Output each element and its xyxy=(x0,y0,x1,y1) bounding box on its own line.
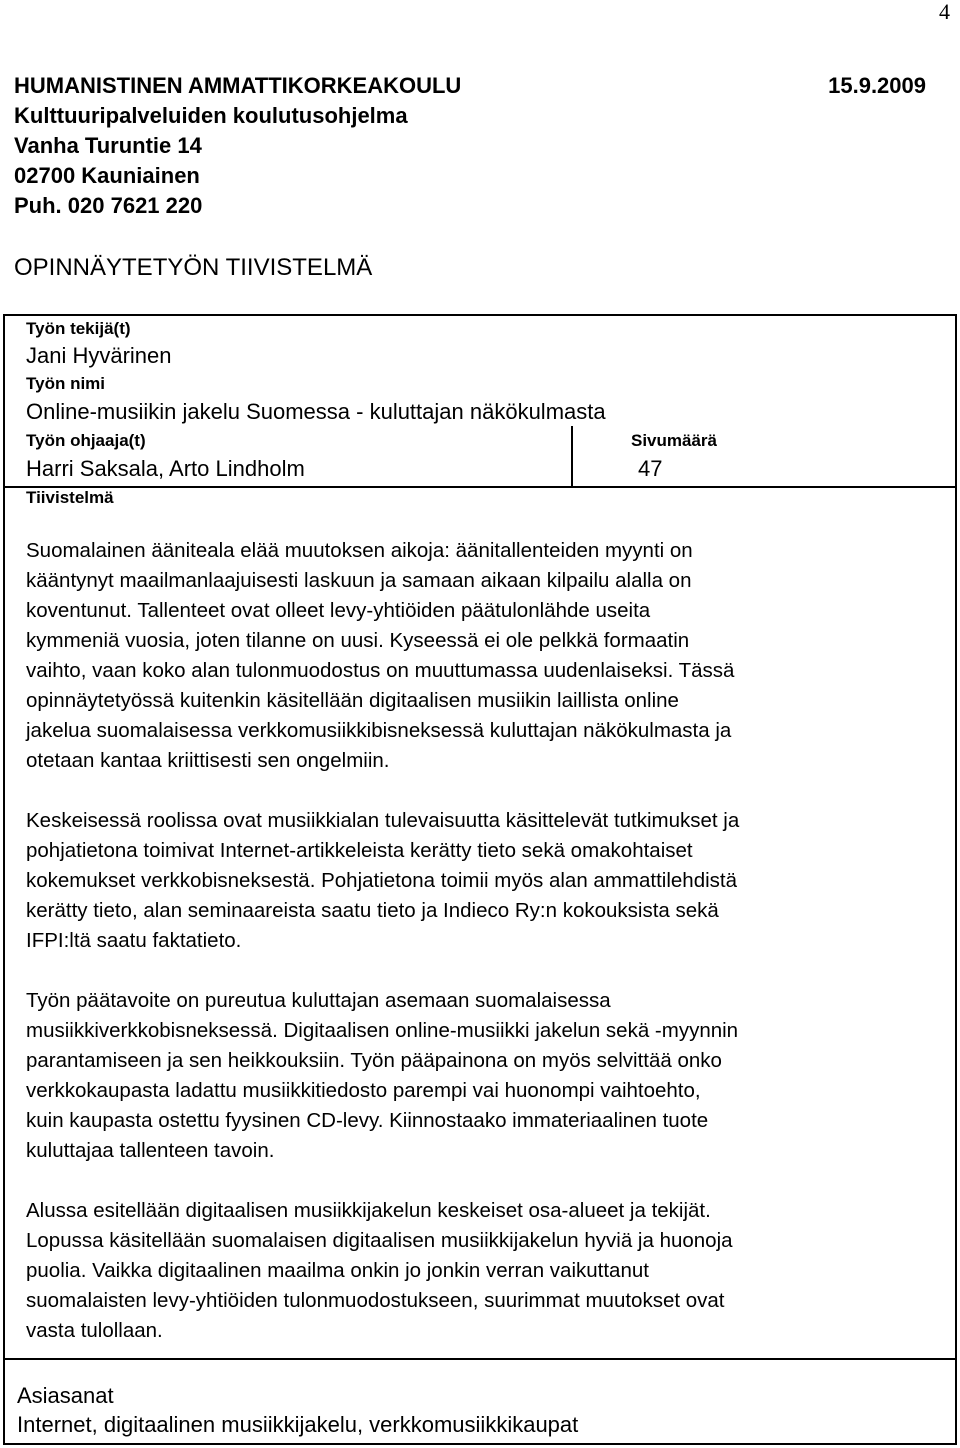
abstract-form xyxy=(3,314,957,1445)
program-name: Kulttuuripalveluiden koulutusohjelma xyxy=(14,103,408,128)
supervisor-label: Työn ohjaaja(t) xyxy=(26,431,146,450)
page-number: 4 xyxy=(939,0,950,24)
abstract-section xyxy=(5,488,955,1360)
phone-number: Puh. 020 7621 220 xyxy=(14,193,203,218)
author-value: Jani Hyvärinen xyxy=(26,343,172,368)
keywords-label: Asiasanat xyxy=(17,1383,114,1408)
supervisor-cell xyxy=(5,426,573,486)
document-header xyxy=(14,71,926,221)
author-label: Työn tekijä(t) xyxy=(26,319,131,338)
pages-label: Sivumäärä xyxy=(631,431,717,450)
institution-name: HUMANISTINEN AMMATTIKORKEAKOULU xyxy=(14,73,462,98)
keywords-value: Internet, digitaalinen musiikkijakelu, verkkomusiikkikaupat xyxy=(17,1412,579,1437)
abstract-body xyxy=(26,536,946,1376)
author-and-title-section xyxy=(5,316,955,426)
abstract-paragraph-1: Suomalainen ääniteala elää muutoksen aikoja: äänitallenteiden myynti on kääntynyt maailmanlaajuisesti laskuun ja samaan aikaan kilpailu alalla on koventunut. Tallenteet ovat olleet levy-yhtiöiden päätulonlähde useita kymmeniä vuosia, joten tilanne on uusi. Kyseessä ei ole pelkkä formaatin vaihto, vaan koko alan tulonmuodostus on muuttumassa uudenlaiseksi. Tässä opinnäytetyössä kuitenkin käsitellään digitaalisen musiikin laillista online jakelua suomalaisessa verkkomusiikkibisneksessä kuluttajan näkökulmasta ja otetaan kantaa kriittisesti sen ongelmiin. xyxy=(26,539,735,772)
keywords-section xyxy=(5,1360,955,1443)
abstract-paragraph-3: Työn päätavoite on pureutua kuluttajan asemaan suomalaisessa musiikkiverkkobisneksessä. Digitaalisen online-musiikki jakelun sekä -myynnin parantamiseen ja sen heikkouksiin. Työn pääpainona on myös selvittää onko verkkokaupasta ladattu musiikkitiedosto parempi vai huonompi vaihtoehto, kuin kaupasta ostettu fyysinen CD-levy. Kiinnostaako immateriaalinen tuote kuluttajaa tallenteen tavoin. xyxy=(26,989,739,1162)
abstract-label: Tiivistelmä xyxy=(26,488,114,507)
work-name-label: Työn nimi xyxy=(26,374,106,393)
document-date: 15.9.2009 xyxy=(828,73,926,98)
pages-value: 47 xyxy=(638,456,663,481)
supervisor-value: Harri Saksala, Arto Lindholm xyxy=(26,456,305,481)
document-title: OPINNÄYTETYÖN TIIVISTELMÄ xyxy=(14,254,373,281)
supervisor-pages-row xyxy=(5,426,955,488)
header-first-line xyxy=(14,71,926,101)
abstract-paragraph-2: Keskeisessä roolissa ovat musiikkialan tulevaisuutta käsittelevät tutkimukset ja pohjatietona toimivat Internet-artikkeleista kerätty tieto sekä omakohtaiset kokemukset verkkobisneksestä. Pohjatietona toimii myös alan ammattilehdistä kerätty tieto, alan seminaareista saatu tieto ja Indieco Ry:n kokouksista sekä IFPI:ltä saatu faktatieto. xyxy=(26,809,740,952)
abstract-paragraph-4: Alussa esitellään digitaalisen musiikkijakelun keskeiset osa-alueet ja tekijät. Lopussa käsitellään suomalaisen digitaalisen musiikkijakelun hyviä ja huonoja puolia. Vaikka digitaalinen maailma onkin jo jonkin verran vaikuttanut suomalaisten levy-yhtiöiden tulonmuodostukseen, suurimmat muutokset ovat vasta tulollaan. xyxy=(26,1199,733,1342)
work-name-value: Online-musiikin jakelu Suomessa - kuluttajan näkökulmasta xyxy=(26,399,606,424)
pages-cell xyxy=(573,426,955,486)
postal-address: 02700 Kauniainen xyxy=(14,163,200,188)
street-address: Vanha Turuntie 14 xyxy=(14,133,202,158)
